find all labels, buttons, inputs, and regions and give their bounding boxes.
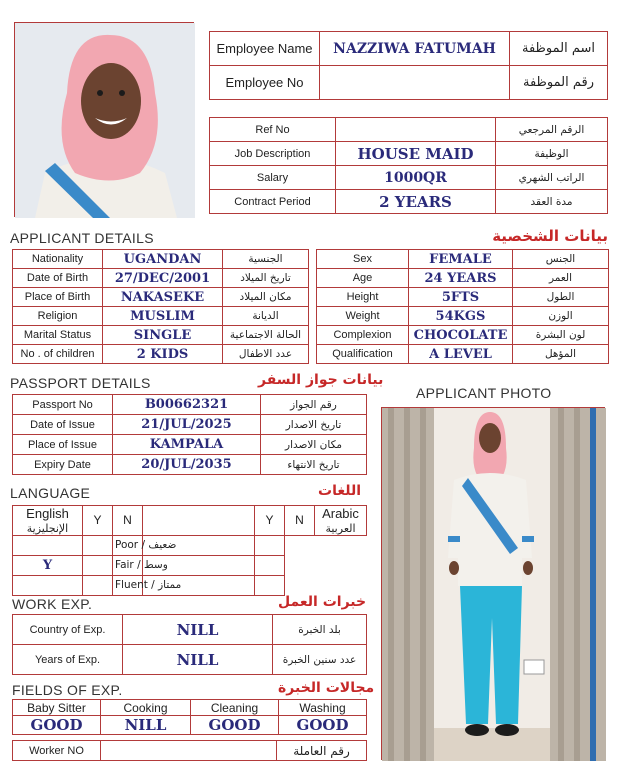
applicant-right-value: CHOCOLATE <box>409 326 513 345</box>
passport-value: 20/JUL/2035 <box>113 455 261 475</box>
arabic-label-ar: العربية <box>325 521 356 535</box>
applicant-right-row <box>317 326 609 345</box>
applicant-left-value: SINGLE <box>103 326 223 345</box>
applicant-left-row <box>13 345 309 364</box>
field-exp-label: Baby Sitter <box>13 700 101 716</box>
applicant-left-ar: الجنسية <box>223 250 309 269</box>
passport-row <box>13 455 367 475</box>
arabic-no-header: N <box>285 506 315 536</box>
field-exp-value: GOOD <box>13 716 101 735</box>
years-exp-ar: عدد سنين الخبرة <box>273 645 367 675</box>
applicant-left-value: NAKASEKE <box>103 288 223 307</box>
passport-row <box>13 415 367 435</box>
passport-row <box>13 435 367 455</box>
contract-ar: مدة العقد <box>496 190 608 214</box>
job-desc-label: Job Description <box>210 142 336 166</box>
english-no-header: N <box>113 506 143 536</box>
arabic-no-mark <box>255 555 285 575</box>
headshot-photo <box>14 22 194 217</box>
english-no-mark <box>83 555 113 575</box>
applicant-left-ar: الحالة الاجتماعية <box>223 326 309 345</box>
ref-no-label: Ref No <box>210 118 336 142</box>
english-yes-mark <box>13 575 83 595</box>
applicant-right-row <box>317 345 609 364</box>
country-exp-ar: بلد الخبرة <box>273 615 367 645</box>
applicant-left-table <box>12 249 309 364</box>
country-exp-value: NILL <box>123 615 273 645</box>
salary-value: 1000QR <box>336 166 496 190</box>
passport-value: KAMPALA <box>113 435 261 455</box>
language-level-row <box>13 555 367 575</box>
english-yes-header: Y <box>83 506 113 536</box>
employee-header-table <box>209 31 608 100</box>
applicant-left-row <box>13 250 309 269</box>
applicant-right-label: Complexion <box>317 326 409 345</box>
employee-no-value <box>320 66 510 100</box>
applicant-right-label: Weight <box>317 307 409 326</box>
applicant-left-value: 27/DEC/2001 <box>103 269 223 288</box>
applicant-right-row <box>317 307 609 326</box>
english-cell <box>13 506 83 536</box>
applicant-left-row <box>13 288 309 307</box>
english-no-mark <box>83 575 113 595</box>
language-table <box>12 505 367 596</box>
arabic-yes-header: Y <box>255 506 285 536</box>
applicant-right-row <box>317 288 609 307</box>
years-exp-value: NILL <box>123 645 273 675</box>
applicant-details-title-ar: بيانات الشخصية <box>492 227 608 245</box>
worker-no-table <box>12 740 367 761</box>
applicant-left-row <box>13 269 309 288</box>
arabic-no-mark <box>255 575 285 595</box>
language-level-label: Fair / وسط <box>113 555 143 575</box>
applicant-right-value: 5FTS <box>409 288 513 307</box>
field-exp-label: Cleaning <box>191 700 279 716</box>
employee-name-value: NAZZIWA FATUMAH <box>320 32 510 66</box>
applicant-left-ar: عدد الاطفال <box>223 345 309 364</box>
passport-label: Passport No <box>13 395 113 415</box>
applicant-right-value: 54KGS <box>409 307 513 326</box>
applicant-left-label: Place of Birth <box>13 288 103 307</box>
passport-ar: تاريخ الانتهاء <box>261 455 367 475</box>
passport-ar: تاريخ الاصدار <box>261 415 367 435</box>
salary-ar: الراتب الشهري <box>496 166 608 190</box>
full-body-illustration <box>382 408 606 761</box>
applicant-right-ar: الجنس <box>513 250 609 269</box>
job-table <box>209 117 608 214</box>
english-label-ar: الإنجليزية <box>26 521 69 535</box>
field-exp-label: Washing <box>279 700 367 716</box>
language-level-label: Poor / ضعيف <box>113 535 143 555</box>
arabic-no-mark <box>255 535 285 555</box>
passport-details-title-ar: بيانات جواز السفر <box>258 372 384 388</box>
applicant-right-label: Height <box>317 288 409 307</box>
passport-row <box>13 395 367 415</box>
applicant-left-ar: تاريخ الميلاد <box>223 269 309 288</box>
worker-no-value <box>101 741 277 761</box>
applicant-left-label: Marital Status <box>13 326 103 345</box>
employee-no-label: Employee No <box>210 66 320 100</box>
country-exp-label: Country of Exp. <box>13 615 123 645</box>
applicant-left-label: Religion <box>13 307 103 326</box>
passport-value: 21/JUL/2025 <box>113 415 261 435</box>
english-label: English <box>26 506 69 521</box>
employee-name-label: Employee Name <box>210 32 320 66</box>
applicant-full-photo <box>381 407 605 760</box>
language-title-ar: اللغات <box>318 483 361 499</box>
passport-table <box>12 394 367 475</box>
field-exp-value: NILL <box>101 716 191 735</box>
field-exp-value: GOOD <box>191 716 279 735</box>
field-exp-label: Cooking <box>101 700 191 716</box>
applicant-right-label: Sex <box>317 250 409 269</box>
applicant-left-value: MUSLIM <box>103 307 223 326</box>
fields-exp-title: FIELDS OF EXP. <box>12 682 123 698</box>
headshot-illustration <box>15 23 195 218</box>
fields-exp-table <box>12 699 367 735</box>
english-no-mark <box>83 535 113 555</box>
english-yes-mark <box>13 535 83 555</box>
applicant-left-label: No . of children <box>13 345 103 364</box>
salary-label: Salary <box>210 166 336 190</box>
applicant-right-ar: الوزن <box>513 307 609 326</box>
language-level-label: Fluent / ممتاز <box>113 575 143 595</box>
passport-label: Date of Issue <box>13 415 113 435</box>
applicant-right-label: Qualification <box>317 345 409 364</box>
applicant-details-title: APPLICANT DETAILS <box>10 230 154 246</box>
contract-value: 2 YEARS <box>336 190 496 214</box>
applicant-right-ar: العمر <box>513 269 609 288</box>
job-desc-ar: الوظيفة <box>496 142 608 166</box>
language-level-row <box>13 575 367 595</box>
english-yes-mark: Y <box>13 555 83 575</box>
employee-no-ar: رقم الموظفة <box>510 66 608 100</box>
work-exp-title-ar: خبرات العمل <box>278 594 367 610</box>
applicant-right-table <box>316 249 609 364</box>
applicant-photo-title: APPLICANT PHOTO <box>416 385 552 401</box>
passport-label: Expiry Date <box>13 455 113 475</box>
applicant-left-label: Nationality <box>13 250 103 269</box>
applicant-left-label: Date of Birth <box>13 269 103 288</box>
passport-details-title: PASSPORT DETAILS <box>10 375 151 391</box>
applicant-right-ar: المؤهل <box>513 345 609 364</box>
applicant-left-row <box>13 307 309 326</box>
ref-no-value <box>336 118 496 142</box>
applicant-right-ar: لون البشرة <box>513 326 609 345</box>
arabic-label: Arabic <box>322 506 359 521</box>
applicant-right-value: 24 YEARS <box>409 269 513 288</box>
field-exp-value: GOOD <box>279 716 367 735</box>
passport-ar: مكان الاصدار <box>261 435 367 455</box>
employee-name-ar: اسم الموظفة <box>510 32 608 66</box>
arabic-cell <box>315 506 367 536</box>
applicant-left-row <box>13 326 309 345</box>
worker-no-label: Worker NO <box>13 741 101 761</box>
applicant-left-ar: مكان الميلاد <box>223 288 309 307</box>
applicant-right-label: Age <box>317 269 409 288</box>
passport-label: Place of Issue <box>13 435 113 455</box>
applicant-right-row <box>317 269 609 288</box>
language-title: LANGUAGE <box>10 485 91 501</box>
ref-no-ar: الرقم المرجعي <box>496 118 608 142</box>
applicant-right-ar: الطول <box>513 288 609 307</box>
applicant-left-value: 2 KIDS <box>103 345 223 364</box>
passport-value: B00662321 <box>113 395 261 415</box>
worker-no-ar: رقم العاملة <box>277 741 367 761</box>
passport-ar: رقم الجواز <box>261 395 367 415</box>
applicant-right-value: A LEVEL <box>409 345 513 364</box>
applicant-left-ar: الديانة <box>223 307 309 326</box>
work-exp-table <box>12 614 367 675</box>
language-level-row <box>13 535 367 555</box>
applicant-right-row <box>317 250 609 269</box>
contract-label: Contract Period <box>210 190 336 214</box>
years-exp-label: Years of Exp. <box>13 645 123 675</box>
fields-exp-title-ar: مجالات الخبرة <box>278 680 375 696</box>
applicant-left-value: UGANDAN <box>103 250 223 269</box>
work-exp-title: WORK EXP. <box>12 596 93 612</box>
applicant-right-value: FEMALE <box>409 250 513 269</box>
job-desc-value: HOUSE MAID <box>336 142 496 166</box>
